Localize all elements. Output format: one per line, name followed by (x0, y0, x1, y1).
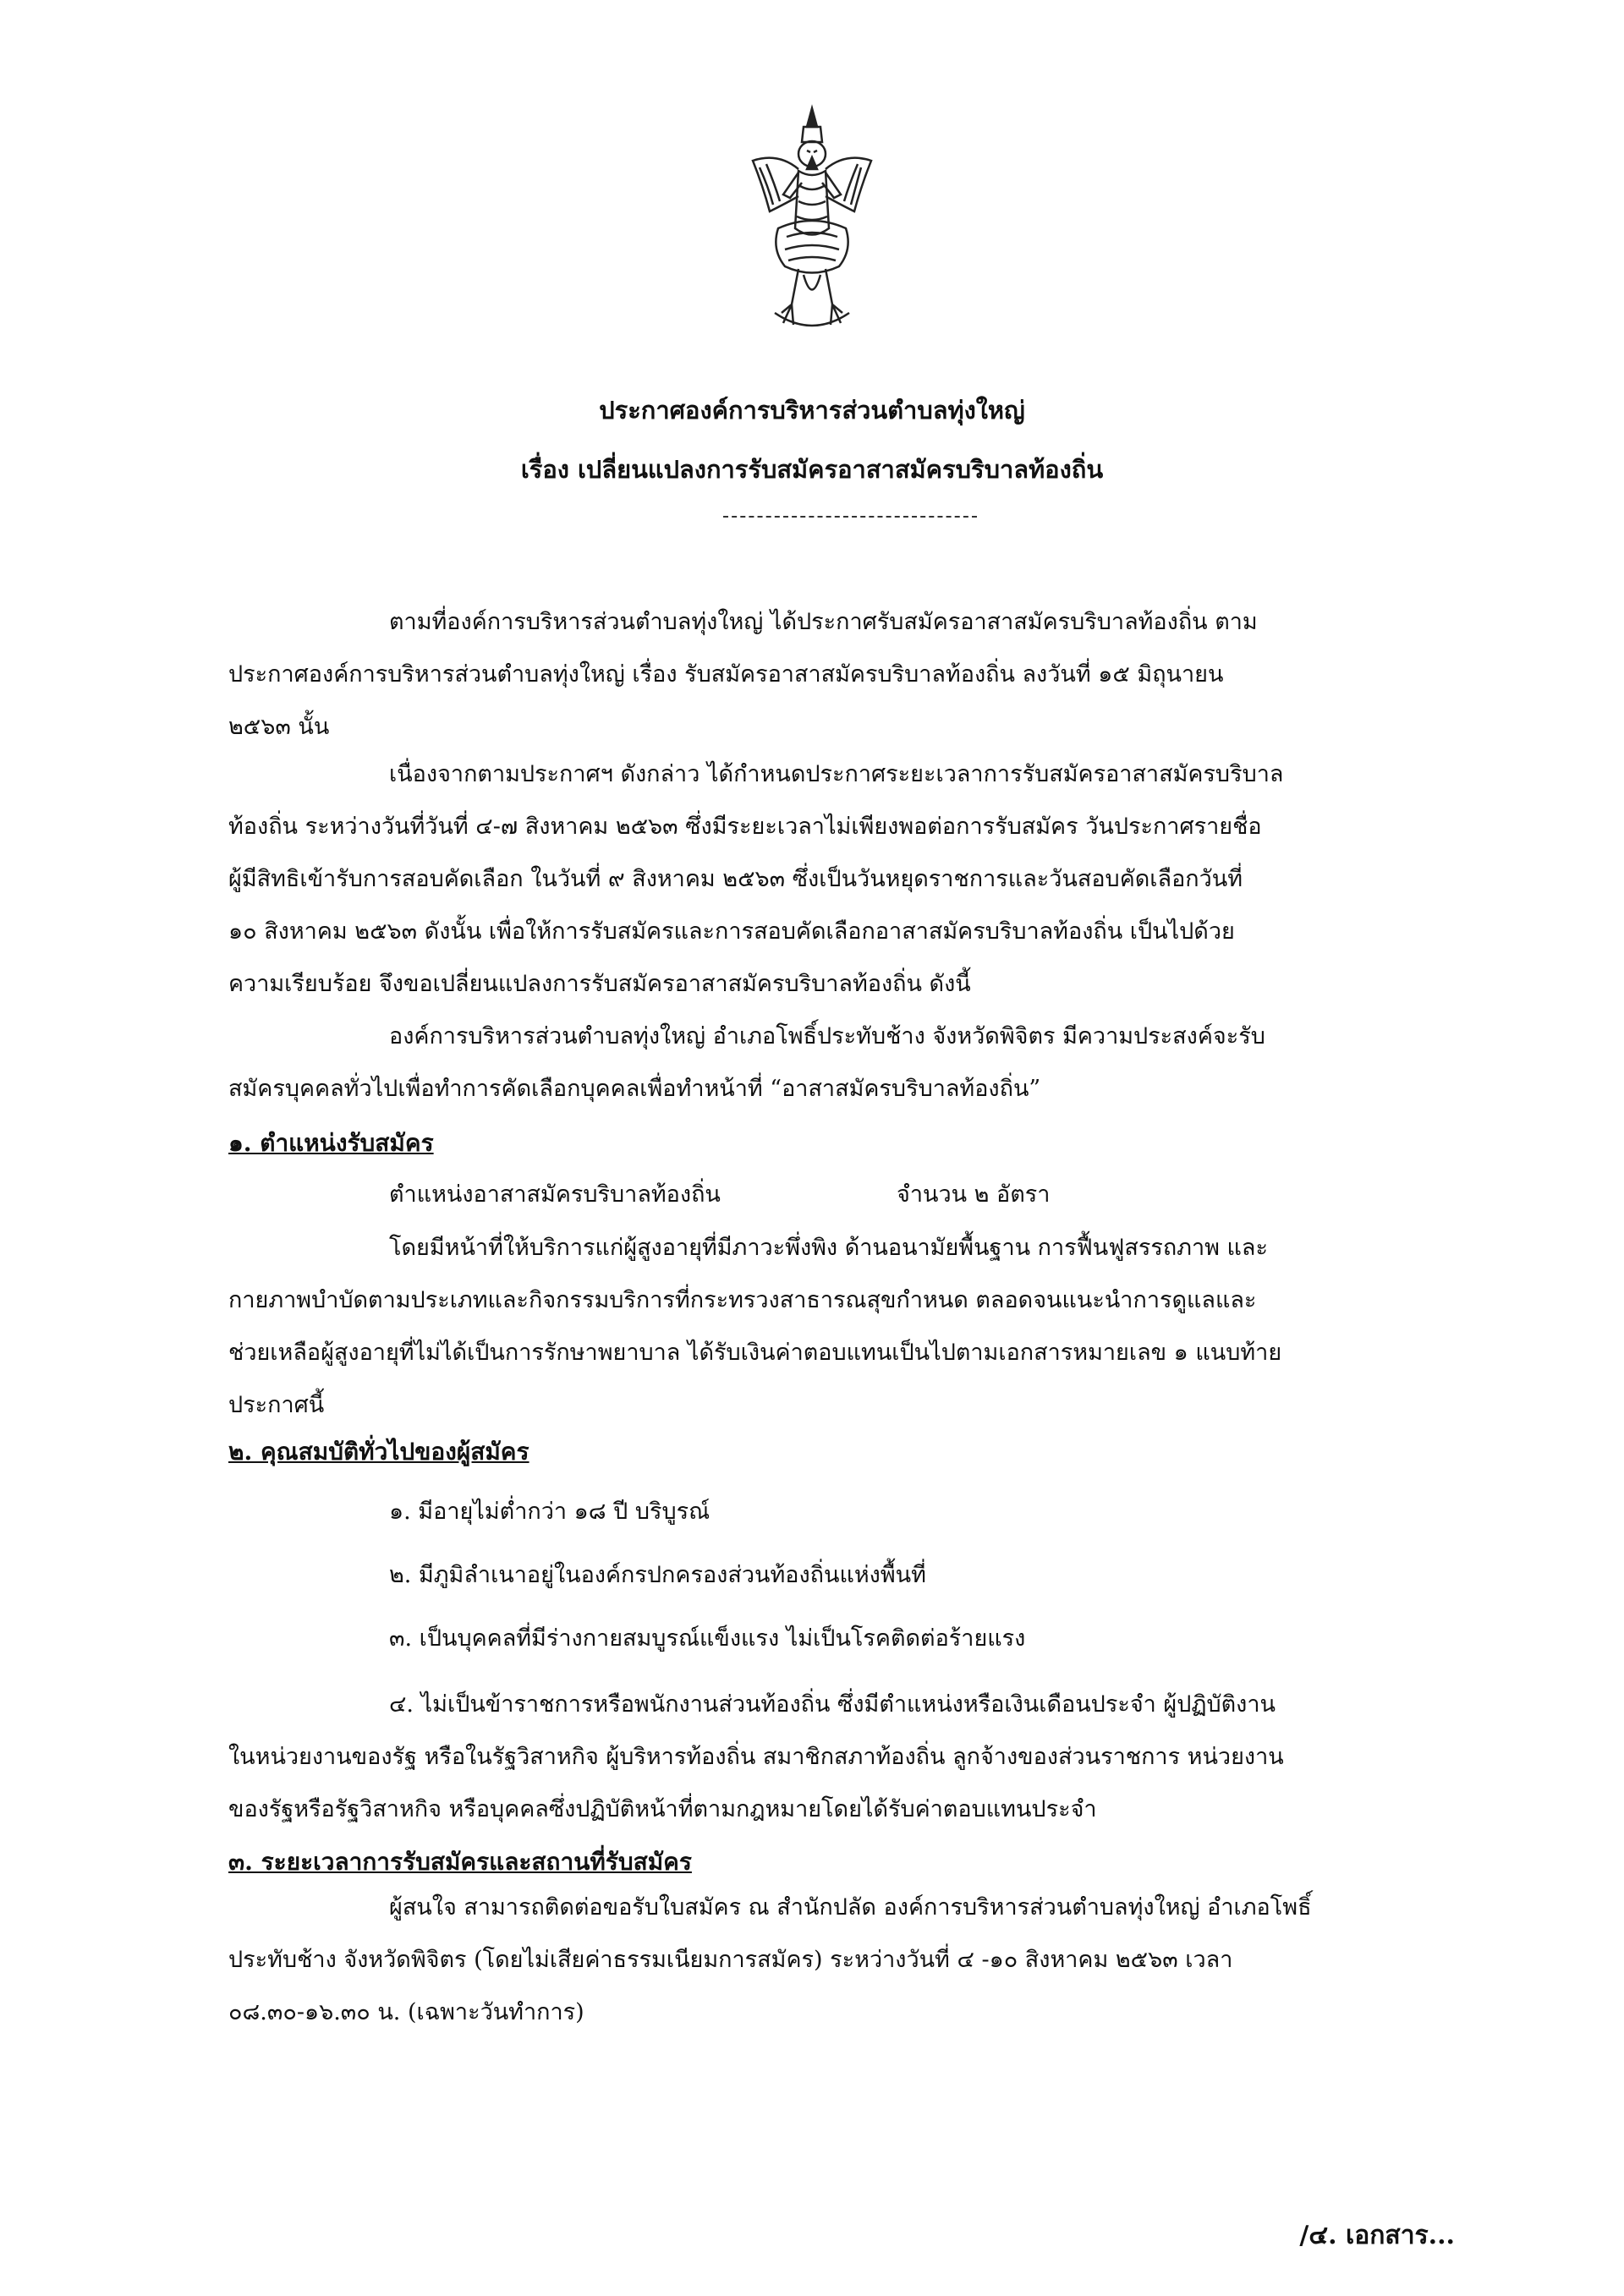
paragraph-duties (228, 1222, 1468, 1432)
paragraph-intro (228, 596, 1468, 753)
announcement-subject: เรื่อง เปลี่ยนแปลงการรับสมัครอาสาสมัครบริบาลท้องถิ่น (520, 455, 1104, 484)
position-count: จำนวน ๒ อัตรา (897, 1181, 1051, 1208)
paragraph-line: ช่วยเหลือผู้สูงอายุที่ไม่ได้เป็นการรักษาพยาบาล ได้รับเงินค่าตอบแทนเป็นไปตามเอกสารหมายเลข ๑ แนบท้าย (228, 1340, 1282, 1366)
paragraph-line: สมัครบุคคลทั่วไปเพื่อทำการคัดเลือกบุคคลเพื่อทำหน้าที่ “อาสาสมัครบริบาลท้องถิ่น” (228, 1076, 1041, 1102)
paragraph-line: ๑๐ สิงหาคม ๒๕๖๓ ดังนั้น เพื่อให้การรับสมัครและการสอบคัดเลือกอาสาสมัครบริบาลท้องถิ่น เป็นไปด้วย (228, 918, 1235, 945)
qualification-item: ๑. มีอายุไม่ต่ำกว่า ๑๘ ปี บริบูรณ์ (389, 1499, 710, 1525)
paragraph-purpose (228, 1011, 1468, 1115)
paragraph-line: ประทับช้าง จังหวัดพิจิตร (โดยไม่เสียค่าธรรมเนียมการสมัคร) ระหว่างวันที่ ๔ -๑๐ สิงหาคม ๒๕๖๓ เวลา (228, 1947, 1233, 1973)
paragraph-line: ของรัฐหรือรัฐวิสาหกิจ หรือบุคคลซึ่งปฏิบัติหน้าที่ตามกฎหมายโดยได้รับค่าตอบแทนประจำ (228, 1796, 1097, 1822)
paragraph-line: โดยมีหน้าที่ให้บริการแก่ผู้สูงอายุที่มีภาวะพึ่งพิง ด้านอนามัยพื้นฐาน การฟื้นฟูสรรถภาพ และ (389, 1235, 1268, 1261)
garuda-emblem-icon (744, 101, 880, 342)
title-divider (723, 516, 977, 518)
paragraph-line: ผู้มีสิทธิเข้ารับการสอบคัดเลือก ในวันที่ ๙ สิงหาคม ๒๕๖๓ ซึ่งเป็นวันหยุดราชการและวันสอบคัดเลือกวันที่ (228, 866, 1243, 892)
announcement-title: ประกาศองค์การบริหารส่วนตำบลทุ่งใหญ่ (599, 396, 1025, 425)
position-name: ตำแหน่งอาสาสมัครบริบาลท้องถิ่น (389, 1181, 721, 1208)
paragraph-line: ตามที่องค์การบริหารส่วนตำบลทุ่งใหญ่ ได้ประกาศรับสมัครอาสาสมัครบริบาลท้องถิ่น ตาม (389, 609, 1258, 635)
paragraph-line: องค์การบริหารส่วนตำบลทุ่งใหญ่ อำเภอโพธิ์ประทับช้าง จังหวัดพิจิตร มีความประสงค์จะรับ (389, 1023, 1265, 1049)
paragraph-schedule (228, 1882, 1468, 2039)
qualification-item: ๒. มีภูมิลำเนาอยู่ในองค์กรปกครองส่วนท้องถิ่นแห่งพื้นที่ (389, 1562, 926, 1588)
section-heading-position: ๑. ตำแหน่งรับสมัคร (228, 1129, 434, 1157)
paragraph-line: ๐๘.๓๐-๑๖.๓๐ น. (เฉพาะวันทำการ) (228, 1999, 584, 2025)
paragraph-line: เนื่องจากตามประกาศฯ ดังกล่าว ได้กำหนดประกาศระยะเวลาการรับสมัครอาสาสมัครบริบาล (389, 761, 1284, 787)
section-heading-schedule: ๓. ระยะเวลาการรับสมัครและสถานที่รับสมัคร (228, 1848, 692, 1876)
continuation-marker: /๔. เอกสาร... (1299, 2221, 1455, 2250)
paragraph-line: ท้องถิ่น ระหว่างวันที่วันที่ ๔-๗ สิงหาคม ๒๕๖๓ ซึ่งมีระยะเวลาไม่เพียงพอต่อการรับสมัคร วันประกาศรายชื่อ (228, 814, 1262, 840)
paragraph-line: ประกาศนี้ (228, 1392, 325, 1418)
paragraph-line: กายภาพบำบัดตามประเภทและกิจกรรมบริการที่กระทรวงสาธารณสุขกำหนด ตลอดจนแนะนำการดูแลและ (228, 1287, 1257, 1313)
paragraph-line: ประกาศองค์การบริหารส่วนตำบลทุ่งใหญ่ เรื่อง รับสมัครอาสาสมัครบริบาลท้องถิ่น ลงวันที่ ๑๕ มิถุนายน (228, 661, 1224, 688)
qualification-item-4 (228, 1679, 1468, 1836)
paragraph-line: ความเรียบร้อย จึงขอเปลี่ยนแปลงการรับสมัครอาสาสมัครบริบาลท้องถิ่น ดังนี้ (228, 971, 971, 997)
qualification-item: ๓. เป็นบุคคลที่มีร่างกายสมบูรณ์แข็งแรง ไม่เป็นโรคติดต่อร้ายแรง (389, 1625, 1026, 1652)
paragraph-line: ในหน่วยงานของรัฐ หรือในรัฐวิสาหกิจ ผู้บริหารท้องถิ่น สมาชิกสภาท้องถิ่น ลูกจ้างของส่วนราชการ หน่วยงาน (228, 1744, 1284, 1770)
paragraph-line: ๒๕๖๓ นั้น (228, 714, 330, 740)
paragraph-line: ๔. ไม่เป็นข้าราชการหรือพนักงานส่วนท้องถิ่น ซึ่งมีตำแหน่งหรือเงินเดือนประจำ ผู้ปฏิบัติงาน (389, 1691, 1276, 1718)
paragraph-line: ผู้สนใจ สามารถติดต่อขอรับใบสมัคร ณ สำนักปลัด องค์การบริหารส่วนตำบลทุ่งใหญ่ อำเภอโพธิ์ (389, 1894, 1312, 1921)
section-heading-qualifications: ๒. คุณสมบัติทั่วไปของผู้สมัคร (228, 1438, 529, 1466)
position-row (389, 1175, 1320, 1212)
paragraph-reason (228, 748, 1468, 1011)
